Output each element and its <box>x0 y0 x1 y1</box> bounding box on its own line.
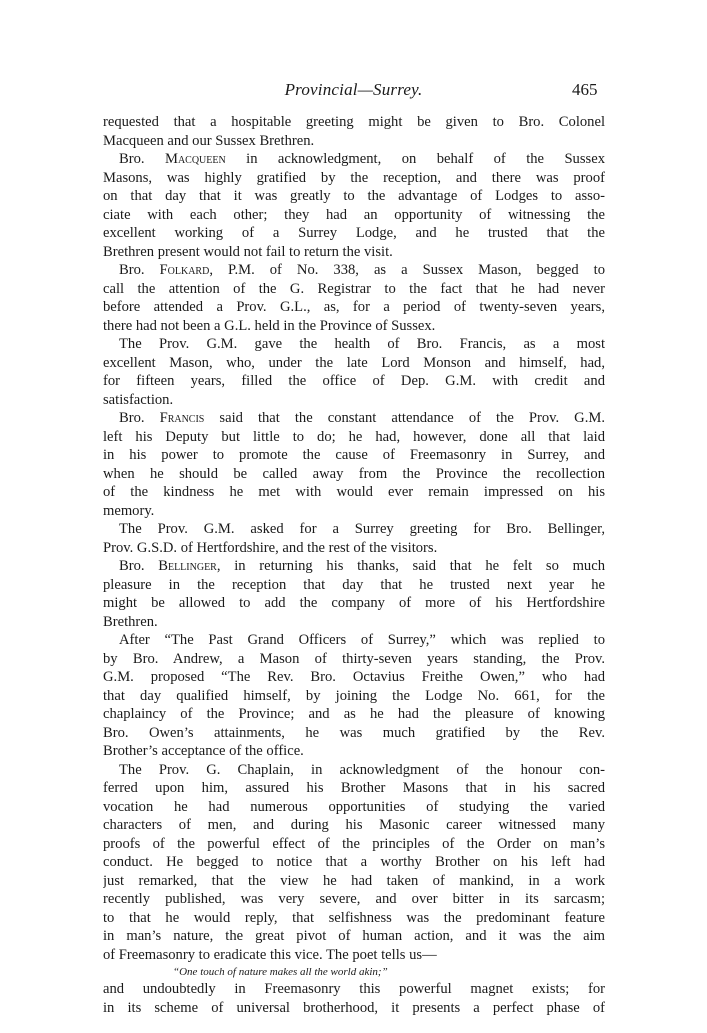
text-line: in man’s nature, the great pivot of human action, and it was the aim <box>103 928 605 944</box>
text-line: characters of men, and during his Masonic career witnessed many <box>103 817 605 833</box>
running-title: Provincial—Surrey. <box>284 80 423 99</box>
text-line: to that he would reply, that selfishness was the predominant feature <box>103 909 605 926</box>
text-line: The Prov. G. Chaplain, in acknowledgment of the honour con- <box>119 761 605 778</box>
line-text: , in returning his thanks, said that he felt so much <box>216 558 605 574</box>
text-line <box>103 150 605 169</box>
speaker-name: Folkard <box>159 262 210 278</box>
text-line: ferred upon him, assured his Brother Masons that in his sacred <box>103 780 605 796</box>
text-line: memory. <box>103 502 155 519</box>
text-line: pleasure in the reception that day that he trusted next year he <box>103 576 605 593</box>
line-text: in acknowledgment, on behalf of the Sussex <box>225 151 605 167</box>
speaker-prefix: Bro. <box>119 262 160 278</box>
text-line: that day qualified himself, by joining the Lodge No. 661, for the <box>103 687 605 704</box>
text-line: just remarked, that the view he had taken of mankind, in a work <box>103 872 605 889</box>
text-line: of Freemasonry to eradicate this vice. The poet tells us— <box>103 946 437 963</box>
text-line: chaplaincy of the Province; and as he had the pleasure of knowing <box>103 706 605 722</box>
text-line: Prov. G.S.D. of Hertfordshire, and the rest of the visitors. <box>103 539 438 556</box>
text-line: there had not been a G.L. held in the Province of Sussex. <box>103 317 436 334</box>
speaker-prefix: Bro. <box>119 151 165 167</box>
speaker-name: Francis <box>159 410 205 426</box>
text-line: satisfaction. <box>103 391 174 408</box>
text-line: Brethren. <box>103 613 158 630</box>
speaker-name: Macqueen <box>164 151 226 167</box>
line-text: said that the constant attendance of the Prov. G.M. <box>204 410 605 426</box>
speaker-name: Bellinger <box>158 558 217 574</box>
text-line: Bro. Owen’s attainments, he was much gratified by the Rev. <box>103 724 605 741</box>
text-line <box>103 557 605 576</box>
text-line: G.M. proposed “The Rev. Bro. Octavius Freithe Owen,” who had <box>103 669 605 685</box>
speaker-prefix: Bro. <box>119 410 160 426</box>
text-line: excellent Mason, who, under the late Lord Monson and himself, had, <box>103 354 605 371</box>
page-number: 465 <box>572 80 598 99</box>
text-line: conduct. He begged to notice that a worthy Brother on his left had <box>103 854 605 870</box>
text-line: in his power to promote the cause of Freemasonry in Surrey, and <box>103 447 605 463</box>
text-line: ciate with each other; they had an opportunity of witnessing the <box>103 206 605 223</box>
body-text <box>103 113 605 1017</box>
text-line: for fifteen years, filled the office of Dep. G.M. with credit and <box>103 373 605 389</box>
text-line: call the attention of the G. Registrar to the fact that he had never <box>103 280 605 297</box>
verse-quote: “One touch of nature makes all the world akin;” <box>173 966 388 978</box>
text-line: proofs of the powerful effect of the principles of the Order on man’s <box>103 835 605 852</box>
text-line: of the kindness he met with would ever remain impressed on his <box>103 484 605 500</box>
text-line: on that day that it was greatly to the advantage of Lodges to asso- <box>103 188 605 204</box>
line-text: , P.M. of No. 338, as a Sussex Mason, begged to <box>209 262 605 278</box>
text-line: vocation he had numerous opportunities of studying the varied <box>103 798 605 815</box>
text-line: by Bro. Andrew, a Mason of thirty-seven years standing, the Prov. <box>103 650 605 667</box>
text-line: before attended a Prov. G.L., as, for a period of twenty-seven years, <box>103 299 605 315</box>
text-line: when he should be called away from the Province the recollection <box>103 465 605 482</box>
text-line: Brother’s acceptance of the office. <box>103 743 304 759</box>
text-line: requested that a hospitable greeting might be given to Bro. Colonel <box>103 114 605 130</box>
text-line: in its scheme of universal brotherhood, it presents a perfect phase of <box>103 999 605 1016</box>
text-line: and undoubtedly in Freemasonry this powerful magnet exists; for <box>103 981 605 997</box>
text-line: The Prov. G.M. asked for a Surrey greeting for Bro. Bellinger, <box>119 521 605 537</box>
text-line: excellent working of a Surrey Lodge, and he trusted that the <box>103 225 605 241</box>
text-line: recently published, was very severe, and over bitter in its sarcasm; <box>103 891 605 907</box>
speaker-prefix: Bro. <box>119 558 159 574</box>
text-line: Masons, was highly gratified by the reception, and there was proof <box>103 169 605 186</box>
text-line <box>103 409 605 428</box>
text-line <box>103 261 605 280</box>
text-line: might be allowed to add the company of more of his Hertfordshire <box>103 595 605 611</box>
text-line: Macqueen and our Sussex Brethren. <box>103 132 315 149</box>
text-line: The Prov. G.M. gave the health of Bro. Francis, as a most <box>119 336 605 352</box>
text-line: left his Deputy but little to do; he had, however, done all that laid <box>103 428 605 445</box>
text-line: Brethren present would not fail to return the visit. <box>103 243 393 260</box>
text-line: After “The Past Grand Officers of Surrey,” which was replied to <box>119 632 605 648</box>
